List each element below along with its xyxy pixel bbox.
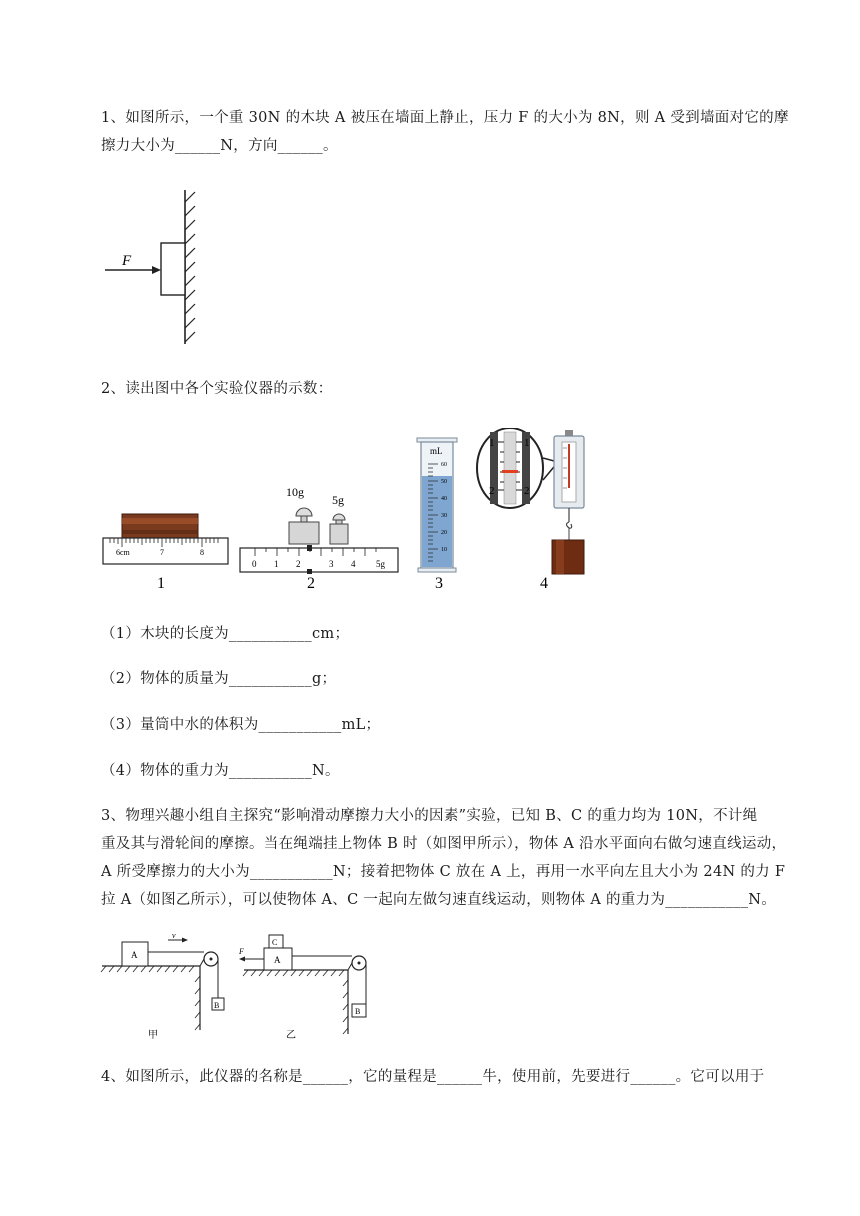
cyl-tick-60: 60 [441,462,447,468]
cylinder-unit: mL [430,446,443,456]
label-v: v [172,931,176,940]
block-a [161,243,185,295]
balance-instrument [240,485,398,592]
q3-figure [100,930,380,1045]
q2-figure [100,428,590,596]
q1-line1: 1、如图所示，一个重 30N 的木块 A 被压在墙面上静止，压力 F 的大小为 8N，则 A 受到墙面对它的摩 [101,110,789,126]
label-c-yi: C [272,938,278,947]
weight-5g [333,514,345,520]
ruler-tick-8: 8 [200,548,204,557]
force-arrowhead [152,266,161,274]
weight-label-10g: 10g [286,485,304,499]
balance-tick-3: 3 [329,559,334,569]
q2-item-2: （2）物体的质量为___________g； [101,671,337,687]
label-f: F [239,947,244,956]
balance-tick-5g: 5g [376,559,385,569]
balance-tick-1: 1 [274,559,279,569]
fig-label-1: 1 [157,575,165,592]
ruler-tick-6: 6cm [116,548,130,557]
fig-label-2: 2 [307,575,315,592]
balance-beam [240,548,398,572]
q3-line4: 拉 A（如图乙所示），可以使物体 A、C 一起向左做匀速直线运动，则物体 A 的重力为___________N。 [101,892,777,908]
wall-hatch [185,192,195,342]
spring-tick-2-right: 2 [524,485,530,497]
force-label: F [122,253,132,269]
cyl-tick-40: 40 [441,496,447,502]
balance-tick-0: 0 [252,559,257,569]
q4-line1: 4、如图所示，此仪器的名称是______，它的量程是______牛，使用前，先要进行______。它可以用于 [101,1069,765,1085]
setup-jia [101,931,224,1041]
weight-label-5g: 5g [332,493,344,507]
q1-figure [100,188,210,348]
spring-tick-2-left: 2 [489,485,495,497]
cyl-tick-20: 20 [441,530,447,536]
label-a-jia: A [131,950,138,960]
setup-yi [238,935,366,1041]
label-a-yi: A [274,955,281,965]
fig-label-4: 4 [540,575,548,592]
wood-block [122,514,198,538]
scale-pointer [502,470,518,473]
q2-item-1: （1）木块的长度为___________cm； [101,626,350,642]
cyl-tick-10: 10 [441,547,447,553]
spring-scale-instrument [477,428,584,592]
cyl-tick-50: 50 [441,479,447,485]
label-jia: 甲 [148,1030,158,1041]
q2-item-4: （4）物体的重力为___________N。 [101,763,340,779]
balance-tick-4: 4 [351,559,356,569]
label-yi: 乙 [286,1030,296,1041]
q3-line3: A 所受摩擦力的大小为___________N；接着把物体 C 放在 A 上，再用一水平向左且大小为 24N 的力 F [101,864,786,880]
cylinder-instrument [417,438,457,592]
q3-line2: 重及其与滑轮间的摩擦。当在绳端挂上物体 B 时（如图甲所示），物体 A 沿水平面向右做匀速直线运动， [101,836,787,852]
q3-line1: 3、物理兴趣小组自主探究“影响滑动摩擦力大小的因素”实验，已知 B、C 的重力均为 10N，不计绳 [101,808,758,824]
label-b-jia: B [214,1001,220,1010]
q1-line2: 擦力大小为______N，方向______。 [101,138,338,154]
spring-tick-1-right: 1 [524,437,530,449]
cylinder-water [422,476,452,567]
q2-stem: 2、读出图中各个实验仪器的示数： [101,381,333,397]
cyl-tick-30: 30 [441,513,447,519]
q2-item-3: （3）量筒中水的体积为___________mL； [101,717,381,733]
weight-10g [296,508,312,516]
rider [307,545,312,551]
fig-label-3: 3 [435,575,443,592]
spring-tick-1-left: 1 [489,437,495,449]
ruler-tick-7: 7 [160,548,164,557]
label-b-yi: B [355,1007,361,1016]
ruler-instrument [103,514,228,592]
balance-tick-2: 2 [296,559,301,569]
